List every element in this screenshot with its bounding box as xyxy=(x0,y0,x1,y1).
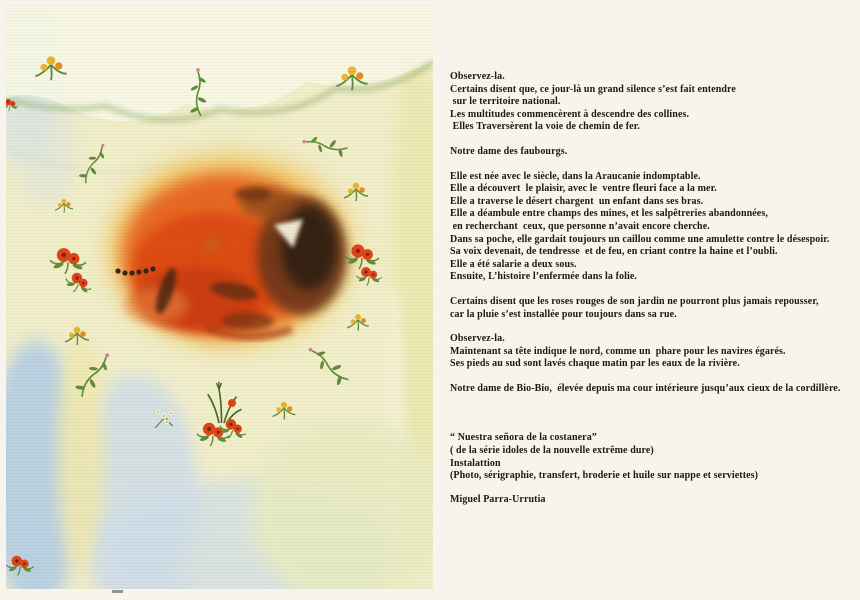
poem-line: Dans sa poche, elle gardait toujours un caillou comme une amulette contre le désespoir. xyxy=(450,233,830,245)
embroidered-bud xyxy=(228,399,236,407)
poem-paragraph xyxy=(450,71,856,134)
text-panel xyxy=(450,71,856,506)
poem-line: Elle a été salarie a deux sous. xyxy=(450,258,577,270)
poem-line: Certains disent que, ce jour-là un grand silence s’est fait entendre xyxy=(450,83,736,95)
poem-line: Maintenant sa tête indique le nord, comme un phare pour les navires égarés. xyxy=(450,345,786,357)
poem-line: car la pluie s’est installée pour toujours dans sa rue. xyxy=(450,308,677,320)
poem-paragraph xyxy=(450,333,856,371)
poem-line: Notre dame des faubourgs. xyxy=(450,145,568,157)
poem-line: Sa voix devenait, de tendresse et de feu, en criant contre la haine et l’oubli. xyxy=(450,246,778,258)
poem-paragraph xyxy=(450,296,856,321)
poem-line: Ses pieds au sud sont lavés chaque matin par les eaux de la rivière. xyxy=(450,358,740,370)
caption-line: Instalattion xyxy=(450,457,501,469)
poem-line: Observez-la. xyxy=(450,333,505,345)
caption-line: “ Nuestra señora de la costanera” xyxy=(450,432,597,444)
poem-line: Ensuite, L’histoire l’enfermée dans la folie. xyxy=(450,271,637,283)
artwork-photo xyxy=(6,5,433,589)
poem-paragraph xyxy=(450,171,856,284)
poem-line: Observez-la. xyxy=(450,71,505,82)
poem-paragraph xyxy=(450,146,856,159)
poem-line: Elle est née avec le siècle, dans la Araucanie indomptable. xyxy=(450,170,701,182)
page-mark xyxy=(112,590,123,593)
poem-line: Elle a traverse le désert chargent un enfant dans ses bras. xyxy=(450,195,704,207)
poem-line: Elles Traversèrent la voie de chemin de fer. xyxy=(450,121,640,133)
poem-line: sur le territoire national. xyxy=(450,96,561,108)
poem-line: Elle a découvert le plaisir, avec le ventre fleuri face a la mer. xyxy=(450,183,717,195)
face-image xyxy=(108,154,352,346)
poem-line: en recherchant ceux, que personne n’avait encore cherche. xyxy=(450,220,710,232)
tablecloth-photo-illustration xyxy=(6,5,433,589)
poem-line: Notre dame de Bio-Bio, élevée depuis ma cour intérieure jusqu’aux cieux de la cordillère. xyxy=(450,382,841,394)
poem-line: Certains disent que les roses rouges de son jardin ne pourront plus jamais repousser, xyxy=(450,295,819,307)
artwork-caption xyxy=(450,432,856,482)
poem xyxy=(450,71,856,395)
caption-line: ( de la série idoles de la nouvelle extrême dure) xyxy=(450,445,654,457)
artist-name: Miguel Parra-Urrutia xyxy=(450,493,546,505)
poem-paragraph xyxy=(450,383,856,396)
poem-line: Elle a déambule entre champs des mines, et les salpêtreries abandonnées, xyxy=(450,208,768,220)
poem-line: Les multitudes commencèrent à descendre des collines. xyxy=(450,108,690,120)
caption-line: (Photo, sérigraphie, transfert, broderie et huile sur nappe et serviettes) xyxy=(450,470,759,482)
